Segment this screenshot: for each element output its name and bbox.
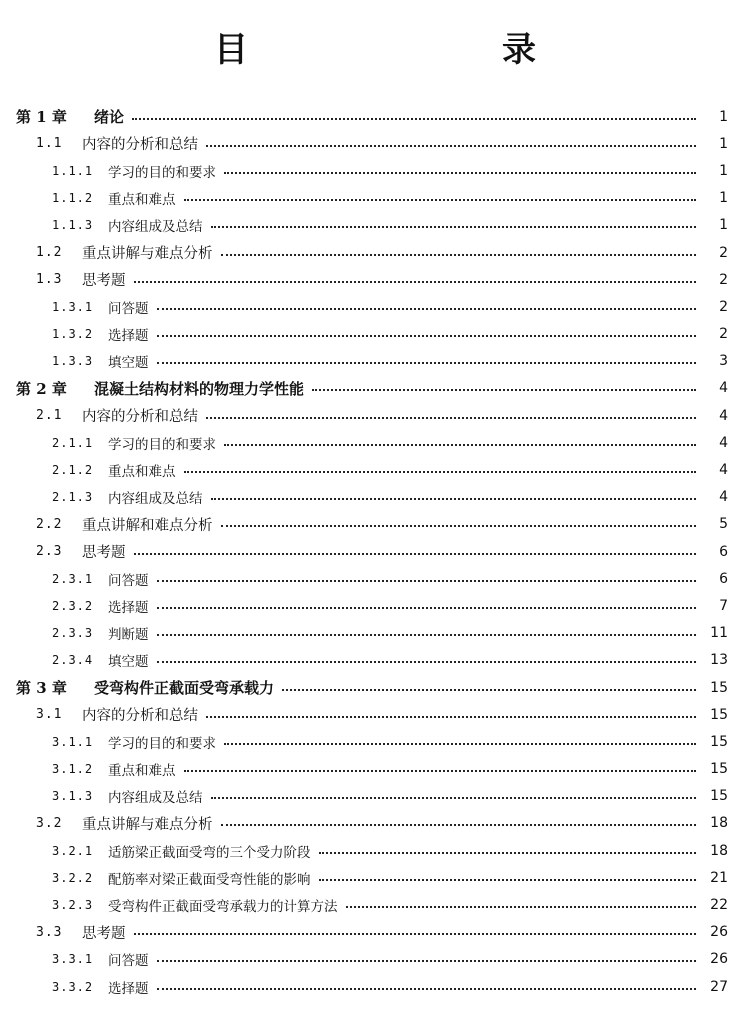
toc-entry-page-number: 1 [719,108,728,125]
toc-entry-level-1[interactable] [0,674,750,701]
toc-entry-page-number: 4 [719,380,728,397]
toc-entry-level-2[interactable] [0,538,750,565]
toc-entry-page-number: 15 [710,761,728,778]
toc-entry-page-number: 18 [710,815,728,832]
toc-entry-page-number: 15 [710,788,728,805]
toc-entry-page-number: 15 [710,733,728,750]
toc-entry-label: 问答题 [108,300,149,317]
dot-leader [134,553,697,555]
toc-entry-label: 思考题 [82,925,126,942]
toc-entry-number: 2.3.2 [52,598,94,613]
dot-leader [206,417,696,419]
dot-leader [221,254,697,256]
toc-entry-number: 1.1.2 [52,191,94,206]
toc-entry-number: 3.1.1 [52,734,94,749]
toc-entry-page-number: 4 [719,407,728,424]
toc-entry-page-number: 27 [710,978,728,995]
toc-entry-page-number: 4 [719,489,728,506]
toc-entry-level-3[interactable] [0,946,750,973]
toc-entry-level-3[interactable] [0,592,750,619]
dot-leader [157,607,697,609]
toc-entry-page-number: 22 [710,897,728,914]
toc-entry-number: 2.3.1 [52,571,94,586]
dot-leader [157,661,697,663]
toc-entry-page-number: 5 [719,516,728,533]
toc-entry-level-3[interactable] [0,348,750,375]
dot-leader [282,689,696,691]
toc-entry-page-number: 15 [710,679,728,696]
toc-entry-level-3[interactable] [0,565,750,592]
toc-entry-label: 填空题 [108,654,149,671]
dot-leader [157,362,697,364]
toc-entry-level-2[interactable] [0,239,750,266]
toc-entry-label: 判断题 [108,627,149,644]
dot-leader [319,879,697,881]
toc-entry-number: 3.1 [36,707,63,723]
toc-entry-level-3[interactable] [0,973,750,1000]
toc-entry-level-3[interactable] [0,429,750,456]
toc-entry-number: 3.2 [36,815,63,831]
dot-leader [221,525,697,527]
dot-leader [211,498,697,500]
toc-list [0,103,750,1000]
toc-entry-number: 3.1.2 [52,762,94,777]
toc-entry-number: 3.3.2 [52,979,94,994]
dot-leader [346,906,697,908]
toc-entry-label: 选择题 [108,328,149,345]
toc-entry-label: 内容组成及总结 [108,790,203,807]
toc-entry-number: 1.1.3 [52,218,94,233]
toc-entry-number: 3.2.3 [52,898,94,913]
toc-entry-page-number: 1 [719,190,728,207]
toc-entry-page-number: 21 [710,869,728,886]
toc-entry-label: 学习的目的和要求 [108,735,216,752]
toc-entry-number: 第 1 章 [16,108,67,127]
toc-entry-label: 问答题 [108,572,149,589]
toc-entry-number: 2.2 [36,516,63,532]
dot-leader [319,852,697,854]
toc-entry-label: 绪论 [94,108,125,127]
dot-leader [224,743,696,745]
toc-entry-label: 受弯构件正截面受弯承载力 [94,679,275,698]
toc-entry-level-3[interactable] [0,157,750,184]
toc-entry-label: 适筋梁正截面受弯的三个受力阶段 [108,844,311,861]
toc-entry-page-number: 1 [719,162,728,179]
toc-entry-number: 3.2.1 [52,843,94,858]
toc-entry-level-1[interactable] [0,375,750,402]
dot-leader [134,933,697,935]
toc-entry-level-3[interactable] [0,891,750,918]
dot-leader [224,444,696,446]
dot-leader [157,960,697,962]
toc-entry-page-number: 4 [719,434,728,451]
toc-entry-page-number: 7 [719,597,728,614]
toc-entry-number: 3.3.1 [52,952,94,967]
dot-leader [224,172,696,174]
toc-entry-level-3[interactable] [0,728,750,755]
toc-entry-level-2[interactable] [0,919,750,946]
dot-leader [184,770,697,772]
dot-leader [157,308,697,310]
toc-entry-label: 学习的目的和要求 [108,436,216,453]
dot-leader [206,145,696,147]
dot-leader [132,118,696,120]
dot-leader [134,281,697,283]
toc-entry-number: 2.1.1 [52,435,94,450]
toc-entry-number: 2.3 [36,544,63,560]
toc-entry-level-3[interactable] [0,837,750,864]
toc-entry-page-number: 2 [719,244,728,261]
toc-entry-label: 内容组成及总结 [108,219,203,236]
toc-entry-page-number: 3 [719,353,728,370]
toc-entry-number: 3.3 [36,924,63,940]
toc-entry-number: 2.1 [36,408,63,424]
toc-entry-level-3[interactable] [0,212,750,239]
toc-entry-page-number: 1 [719,135,728,152]
toc-entry-level-1[interactable] [0,103,750,130]
toc-entry-label: 内容的分析和总结 [82,409,198,426]
toc-entry-level-2[interactable] [0,266,750,293]
dot-leader [221,824,697,826]
toc-entry-number: 1.3.1 [52,299,94,314]
toc-entry-page-number: 4 [719,462,728,479]
toc-entry-label: 内容的分析和总结 [82,137,198,154]
toc-entry-page-number: 6 [719,570,728,587]
toc-entry-page-number: 2 [719,326,728,343]
toc-entry-number: 1.3.3 [52,354,94,369]
toc-entry-level-2[interactable] [0,701,750,728]
toc-entry-label: 重点和难点 [108,763,176,780]
toc-entry-number: 1.1 [36,136,63,152]
toc-entry-level-3[interactable] [0,185,750,212]
toc-entry-page-number: 6 [719,543,728,560]
toc-entry-level-3[interactable] [0,864,750,891]
toc-entry-page-number: 11 [710,625,728,642]
toc-entry-number: 1.2 [36,245,63,261]
toc-entry-page-number: 2 [719,271,728,288]
toc-entry-number: 第 3 章 [16,679,67,698]
toc-entry-level-3[interactable] [0,756,750,783]
toc-entry-level-2[interactable] [0,810,750,837]
toc-entry-label: 受弯构件正截面受弯承载力的计算方法 [108,899,338,916]
toc-entry-label: 内容组成及总结 [108,491,203,508]
toc-entry-page-number: 26 [710,951,728,968]
toc-entry-level-3[interactable] [0,484,750,511]
toc-entry-level-3[interactable] [0,321,750,348]
toc-entry-page-number: 2 [719,298,728,315]
toc-entry-page-number: 15 [710,706,728,723]
toc-entry-number: 1.3.2 [52,327,94,342]
toc-entry-page-number: 13 [710,652,728,669]
toc-entry-number: 2.1.2 [52,463,94,478]
toc-entry-level-3[interactable] [0,783,750,810]
toc-entry-label: 重点和难点 [108,192,176,209]
dot-leader [157,634,697,636]
toc-entry-number: 2.1.3 [52,490,94,505]
toc-entry-label: 选择题 [108,599,149,616]
dot-leader [157,988,697,990]
toc-entry-level-3[interactable] [0,620,750,647]
dot-leader [184,471,697,473]
toc-entry-page-number: 18 [710,842,728,859]
dot-leader [157,335,697,337]
toc-entry-number: 1.3 [36,272,63,288]
toc-entry-label: 配筋率对梁正截面受弯性能的影响 [108,871,311,888]
toc-entry-number: 2.3.3 [52,626,94,641]
toc-entry-number: 第 2 章 [16,379,67,398]
toc-entry-label: 重点讲解与难点分析 [82,816,213,833]
dot-leader [312,389,696,391]
dot-leader [184,199,697,201]
toc-entry-label: 填空题 [108,355,149,372]
toc-entry-level-3[interactable] [0,456,750,483]
toc-entry-label: 内容的分析和总结 [82,708,198,725]
toc-entry-label: 重点和难点 [108,464,176,481]
toc-entry-label: 学习的目的和要求 [108,164,216,181]
toc-entry-number: 2.3.4 [52,653,94,668]
dot-leader [157,580,697,582]
toc-entry-level-3[interactable] [0,293,750,320]
toc-entry-label: 问答题 [108,953,149,970]
toc-entry-number: 1.1.1 [52,163,94,178]
toc-entry-page-number: 26 [710,924,728,941]
toc-entry-label: 思考题 [82,545,126,562]
toc-entry-level-2[interactable] [0,402,750,429]
toc-entry-label: 思考题 [82,273,126,290]
dot-leader [206,716,696,718]
toc-entry-level-2[interactable] [0,511,750,538]
toc-entry-level-2[interactable] [0,130,750,157]
toc-title: 目 录 [214,30,598,70]
toc-entry-number: 3.2.2 [52,870,94,885]
toc-entry-level-3[interactable] [0,647,750,674]
toc-entry-label: 混凝土结构材料的物理力学性能 [94,379,305,398]
toc-entry-label: 重点讲解与难点分析 [82,246,213,263]
dot-leader [211,226,697,228]
toc-entry-label: 重点讲解和难点分析 [82,517,213,534]
dot-leader [211,797,697,799]
toc-entry-number: 3.1.3 [52,789,94,804]
toc-entry-label: 选择题 [108,980,149,997]
toc-entry-page-number: 1 [719,217,728,234]
